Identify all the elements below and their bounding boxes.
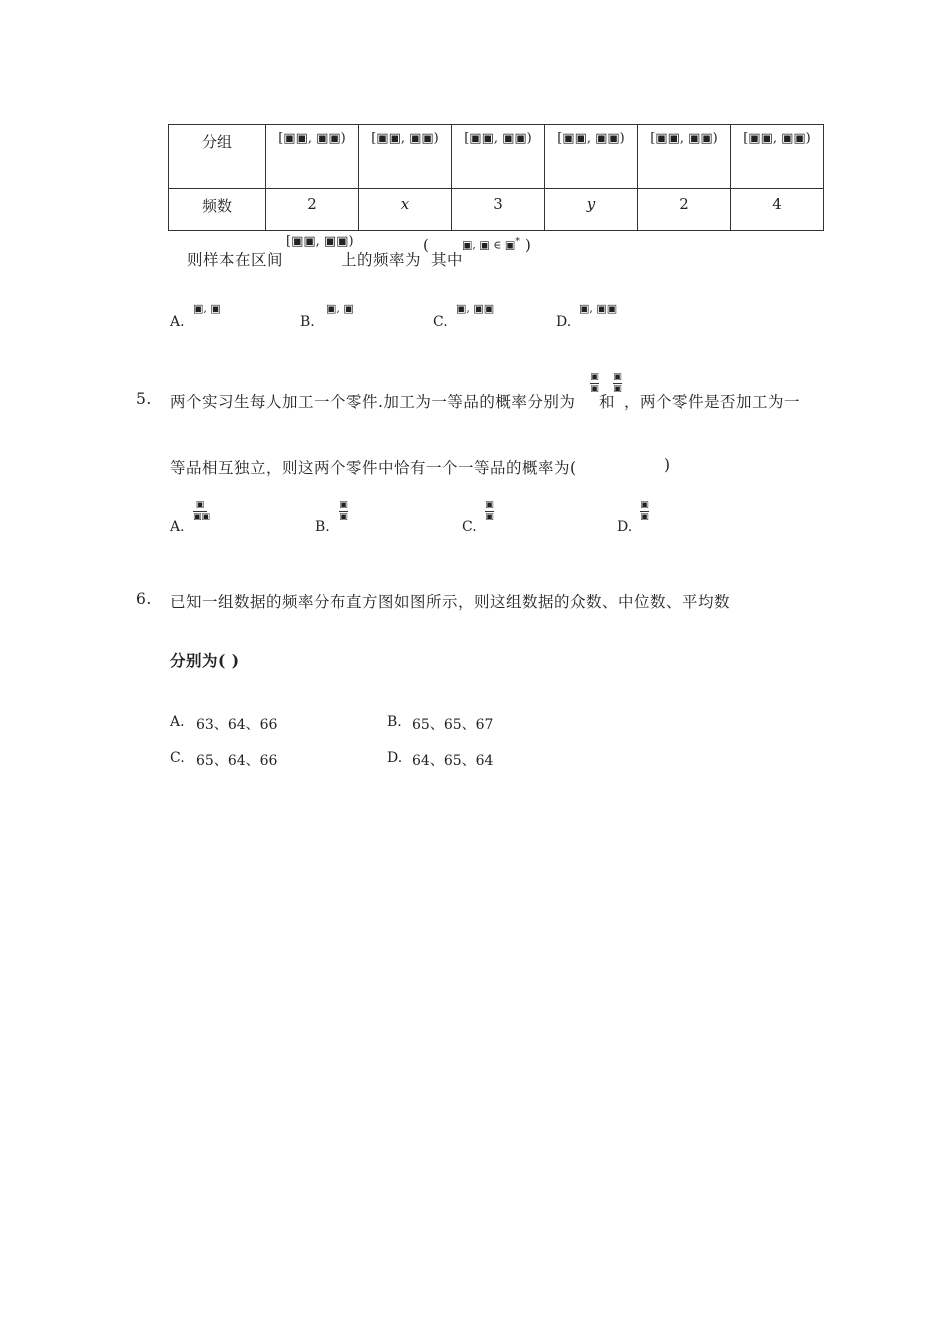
q4-option-a-label: A. <box>170 314 185 330</box>
q5-option-d-num: ▣ <box>640 500 649 510</box>
q6-option-c-label: C. <box>170 750 185 766</box>
q5-option-c-den: ▣ <box>485 512 494 522</box>
q5-option-c-num: ▣ <box>485 500 494 510</box>
frequency-header: 频数 <box>169 189 266 231</box>
frequency-cell: x <box>359 189 452 231</box>
q6-option-b-value: 65、65、67 <box>412 717 494 733</box>
frequency-cell: y <box>545 189 638 231</box>
q4-option-b-label: B. <box>300 314 315 330</box>
q4-condition-text: ▣, ▣ ∈ ▣ <box>462 238 516 252</box>
q5-option-a-fraction <box>193 500 211 522</box>
q6-line1: 已知一组数据的频率分布直方图如图所示，则这组数据的众数、中位数、平均数 <box>170 593 731 611</box>
q4-option-d-label: D. <box>556 314 572 330</box>
q4-paren-close: ) <box>525 236 531 254</box>
q6-option-c-value: 65、64、66 <box>196 753 278 769</box>
q5-option-d-den: ▣ <box>640 512 649 522</box>
table-row <box>169 125 824 189</box>
q5-fraction-2-den: ▣ <box>613 384 622 394</box>
q5-fraction-1 <box>590 373 599 394</box>
q5-option-a-num: ▣ <box>195 500 205 510</box>
q4-option-a-value: ▣, ▣ <box>193 302 221 315</box>
q4-condition-sup: * <box>515 236 520 247</box>
q6-option-b-label: B. <box>387 714 402 730</box>
group-interval-cell: [▣▣, ▣▣) <box>452 125 545 189</box>
frequency-cell: 4 <box>731 189 824 231</box>
q4-text-b: 上的频率为 <box>341 251 422 269</box>
group-interval-cell: [▣▣, ▣▣) <box>731 125 824 189</box>
table-row <box>169 189 824 231</box>
q4-option-b-value: ▣, ▣ <box>326 302 354 315</box>
q4-option-c-value: ▣, ▣▣ <box>456 302 495 315</box>
q5-option-c-label: C. <box>462 519 477 535</box>
q6-line2: 分别为( ) <box>170 651 240 670</box>
group-interval-cell: [▣▣, ▣▣) <box>359 125 452 189</box>
q5-fraction-2-num: ▣ <box>613 372 622 382</box>
q5-number: 5. <box>136 390 152 408</box>
q5-line1-b: ，两个零件是否加工为一 <box>624 393 801 411</box>
q5-fraction-1-num: ▣ <box>590 372 599 382</box>
frequency-table <box>168 124 824 231</box>
frequency-cell: 3 <box>452 189 545 231</box>
q5-option-d-fraction <box>640 501 649 522</box>
q4-interval: [▣▣, ▣▣) <box>286 234 354 249</box>
q4-option-d-value: ▣, ▣▣ <box>579 302 618 315</box>
q5-line1-a: 两个实习生每人加工一个零件.加工为一等品的概率分别为 <box>170 393 576 411</box>
q4-text-c: 其中 <box>431 251 464 269</box>
group-interval-cell: [▣▣, ▣▣) <box>638 125 731 189</box>
q5-option-c-fraction <box>485 501 494 522</box>
q5-fraction-1-den: ▣ <box>590 384 599 394</box>
q5-option-b-label: B. <box>315 519 330 535</box>
q5-fraction-2 <box>613 373 622 394</box>
group-interval-cell: [▣▣, ▣▣) <box>545 125 638 189</box>
q6-option-a-value: 63、64、66 <box>196 717 278 733</box>
frequency-cell: 2 <box>638 189 731 231</box>
group-interval-cell: [▣▣, ▣▣) <box>266 125 359 189</box>
q5-and: 和 <box>599 393 616 411</box>
q4-condition <box>462 236 520 252</box>
q5-option-d-label: D. <box>617 519 633 535</box>
q4-text-a: 则样本在区间 <box>187 251 284 269</box>
q4-option-c-label: C. <box>433 314 448 330</box>
q6-option-a-label: A. <box>170 714 185 730</box>
q5-option-a-label: A. <box>170 519 185 535</box>
group-header: 分组 <box>169 125 266 189</box>
q5-option-b-num: ▣ <box>339 500 348 510</box>
frequency-cell: 2 <box>266 189 359 231</box>
q5-option-a-den: ▣▣ <box>193 512 211 522</box>
q6-option-d-value: 64、65、64 <box>412 753 494 769</box>
q4-paren-open: ( <box>423 236 429 254</box>
q5-line2: 等品相互独立，则这两个零件中恰有一个一等品的概率为( <box>170 459 577 477</box>
q5-line2-close: ) <box>664 456 671 474</box>
q6-number: 6. <box>136 590 152 608</box>
q5-option-b-den: ▣ <box>339 512 348 522</box>
q5-option-b-fraction <box>339 501 348 522</box>
q6-option-d-label: D. <box>387 750 403 766</box>
